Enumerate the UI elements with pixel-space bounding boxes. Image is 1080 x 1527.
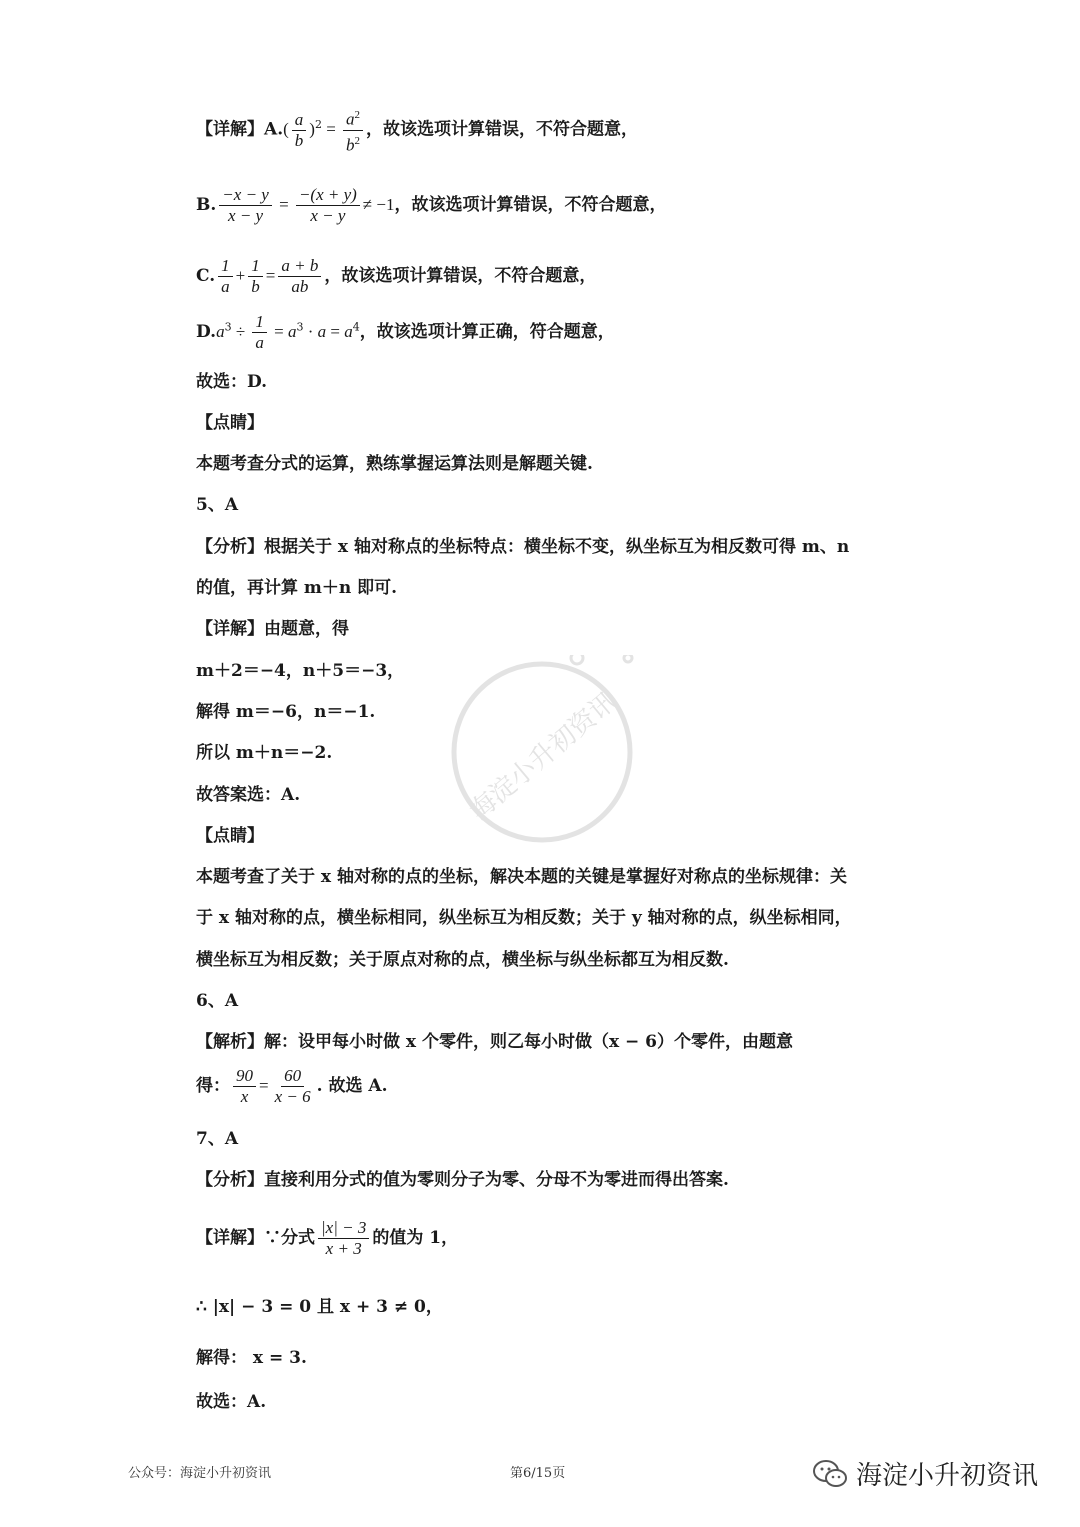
answer7-heading: 7、A: [196, 1129, 239, 1149]
answer5-detail: 【详解】由题意，得: [196, 619, 349, 639]
answer5-choice: 故答案选：A.: [196, 785, 301, 805]
detail-option-c: C. $\frac{1}{a}$ + $\frac{1}{b}$ = $\frac{a + b}{ab}$ ，故该选项计算错误，不符合题意，: [196, 256, 597, 296]
answer7-detail: 【详解】∵分式 $\frac{|x| - 3}{x + 3}$ 的值为 1，: [196, 1218, 459, 1258]
answer5-eq1: m＋2＝−4，n＋5＝−3，: [196, 661, 405, 681]
answer4-choice: 故选：D.: [196, 372, 268, 392]
brand-badge: [812, 1455, 1038, 1492]
answer5-remark-label: 【点睛】: [196, 826, 264, 846]
detail-option-a: 【详解】A.( $\frac{a}{b}$ )$^2$ = $\frac{a^2}{b^2}$ ，故该选项计算错误，不符合题意，: [196, 105, 638, 155]
watermark-text: 海淀小升初资讯: [463, 686, 623, 827]
answer7-solve: 解得： x = 3.: [196, 1348, 307, 1368]
answer5-eq3: 所以 m＋n＝−2.: [196, 743, 333, 763]
answer5-analysis-2: 的值，再计算 m＋n 即可.: [196, 578, 398, 598]
answer4-remark: 本题考查分式的运算，熟练掌握运算法则是解题关键.: [196, 454, 593, 474]
answer5-eq2: 解得 m＝−6，n＝−1.: [196, 702, 376, 722]
answer5-heading: 5、A: [196, 495, 239, 515]
answer7-analysis: 【分析】直接利用分式的值为零则分子为零、分母不为零进而得出答案.: [196, 1170, 729, 1190]
detail-option-d: $D.a^3$ ÷ $\frac{1}{a}$ = $a^3 \cdot a = a^4$，故该选项计算正确，符合题意，: [196, 312, 615, 352]
wechat-icon: [812, 1459, 848, 1489]
page-number: 第6/15页: [510, 1466, 566, 1481]
footer-account: 公众号：海淀小升初资讯: [128, 1466, 272, 1481]
answer6-equation: 得： $\frac{90}{x}$ = $\frac{60}{x - 6}$ . 故选 A.: [196, 1066, 388, 1106]
answer6-heading: 6、A: [196, 991, 239, 1011]
watermark-stamp: [445, 655, 640, 850]
answer4-remark-label: 【点睛】: [196, 413, 264, 433]
answer5-remark-2: 于 x 轴对称的点，横坐标相同，纵坐标互为相反数；关于 y 轴对称的点，纵坐标相同，: [196, 908, 852, 928]
brand-text: 海淀小升初资讯: [856, 1461, 1039, 1491]
answer5-analysis-1: 【分析】根据关于 x 轴对称点的坐标特点：横坐标不变，纵坐标互为相反数可得 m、n: [196, 537, 850, 557]
answer5-remark-1: 本题考查了关于 x 轴对称的点的坐标，解决本题的关键是掌握好对称点的坐标规律：关: [196, 867, 847, 887]
detail-option-b: B. $\frac{-x - y}{x - y}$ = $\frac{-(x + y)}{x - y}$ ≠ −1，故该选项计算错误，不符合题意，: [196, 185, 667, 225]
answer6-line1: 【解析】解：设甲每小时做 x 个零件，则乙每小时做（x − 6）个零件，由题意: [196, 1032, 794, 1052]
answer5-remark-3: 横坐标互为相反数；关于原点对称的点，横坐标与纵坐标都互为相反数.: [196, 950, 729, 970]
answer7-choice: 故选：A.: [196, 1392, 267, 1412]
answer7-therefore: ∴ |x| − 3 = 0 且 x + 3 ≠ 0，: [196, 1297, 443, 1317]
